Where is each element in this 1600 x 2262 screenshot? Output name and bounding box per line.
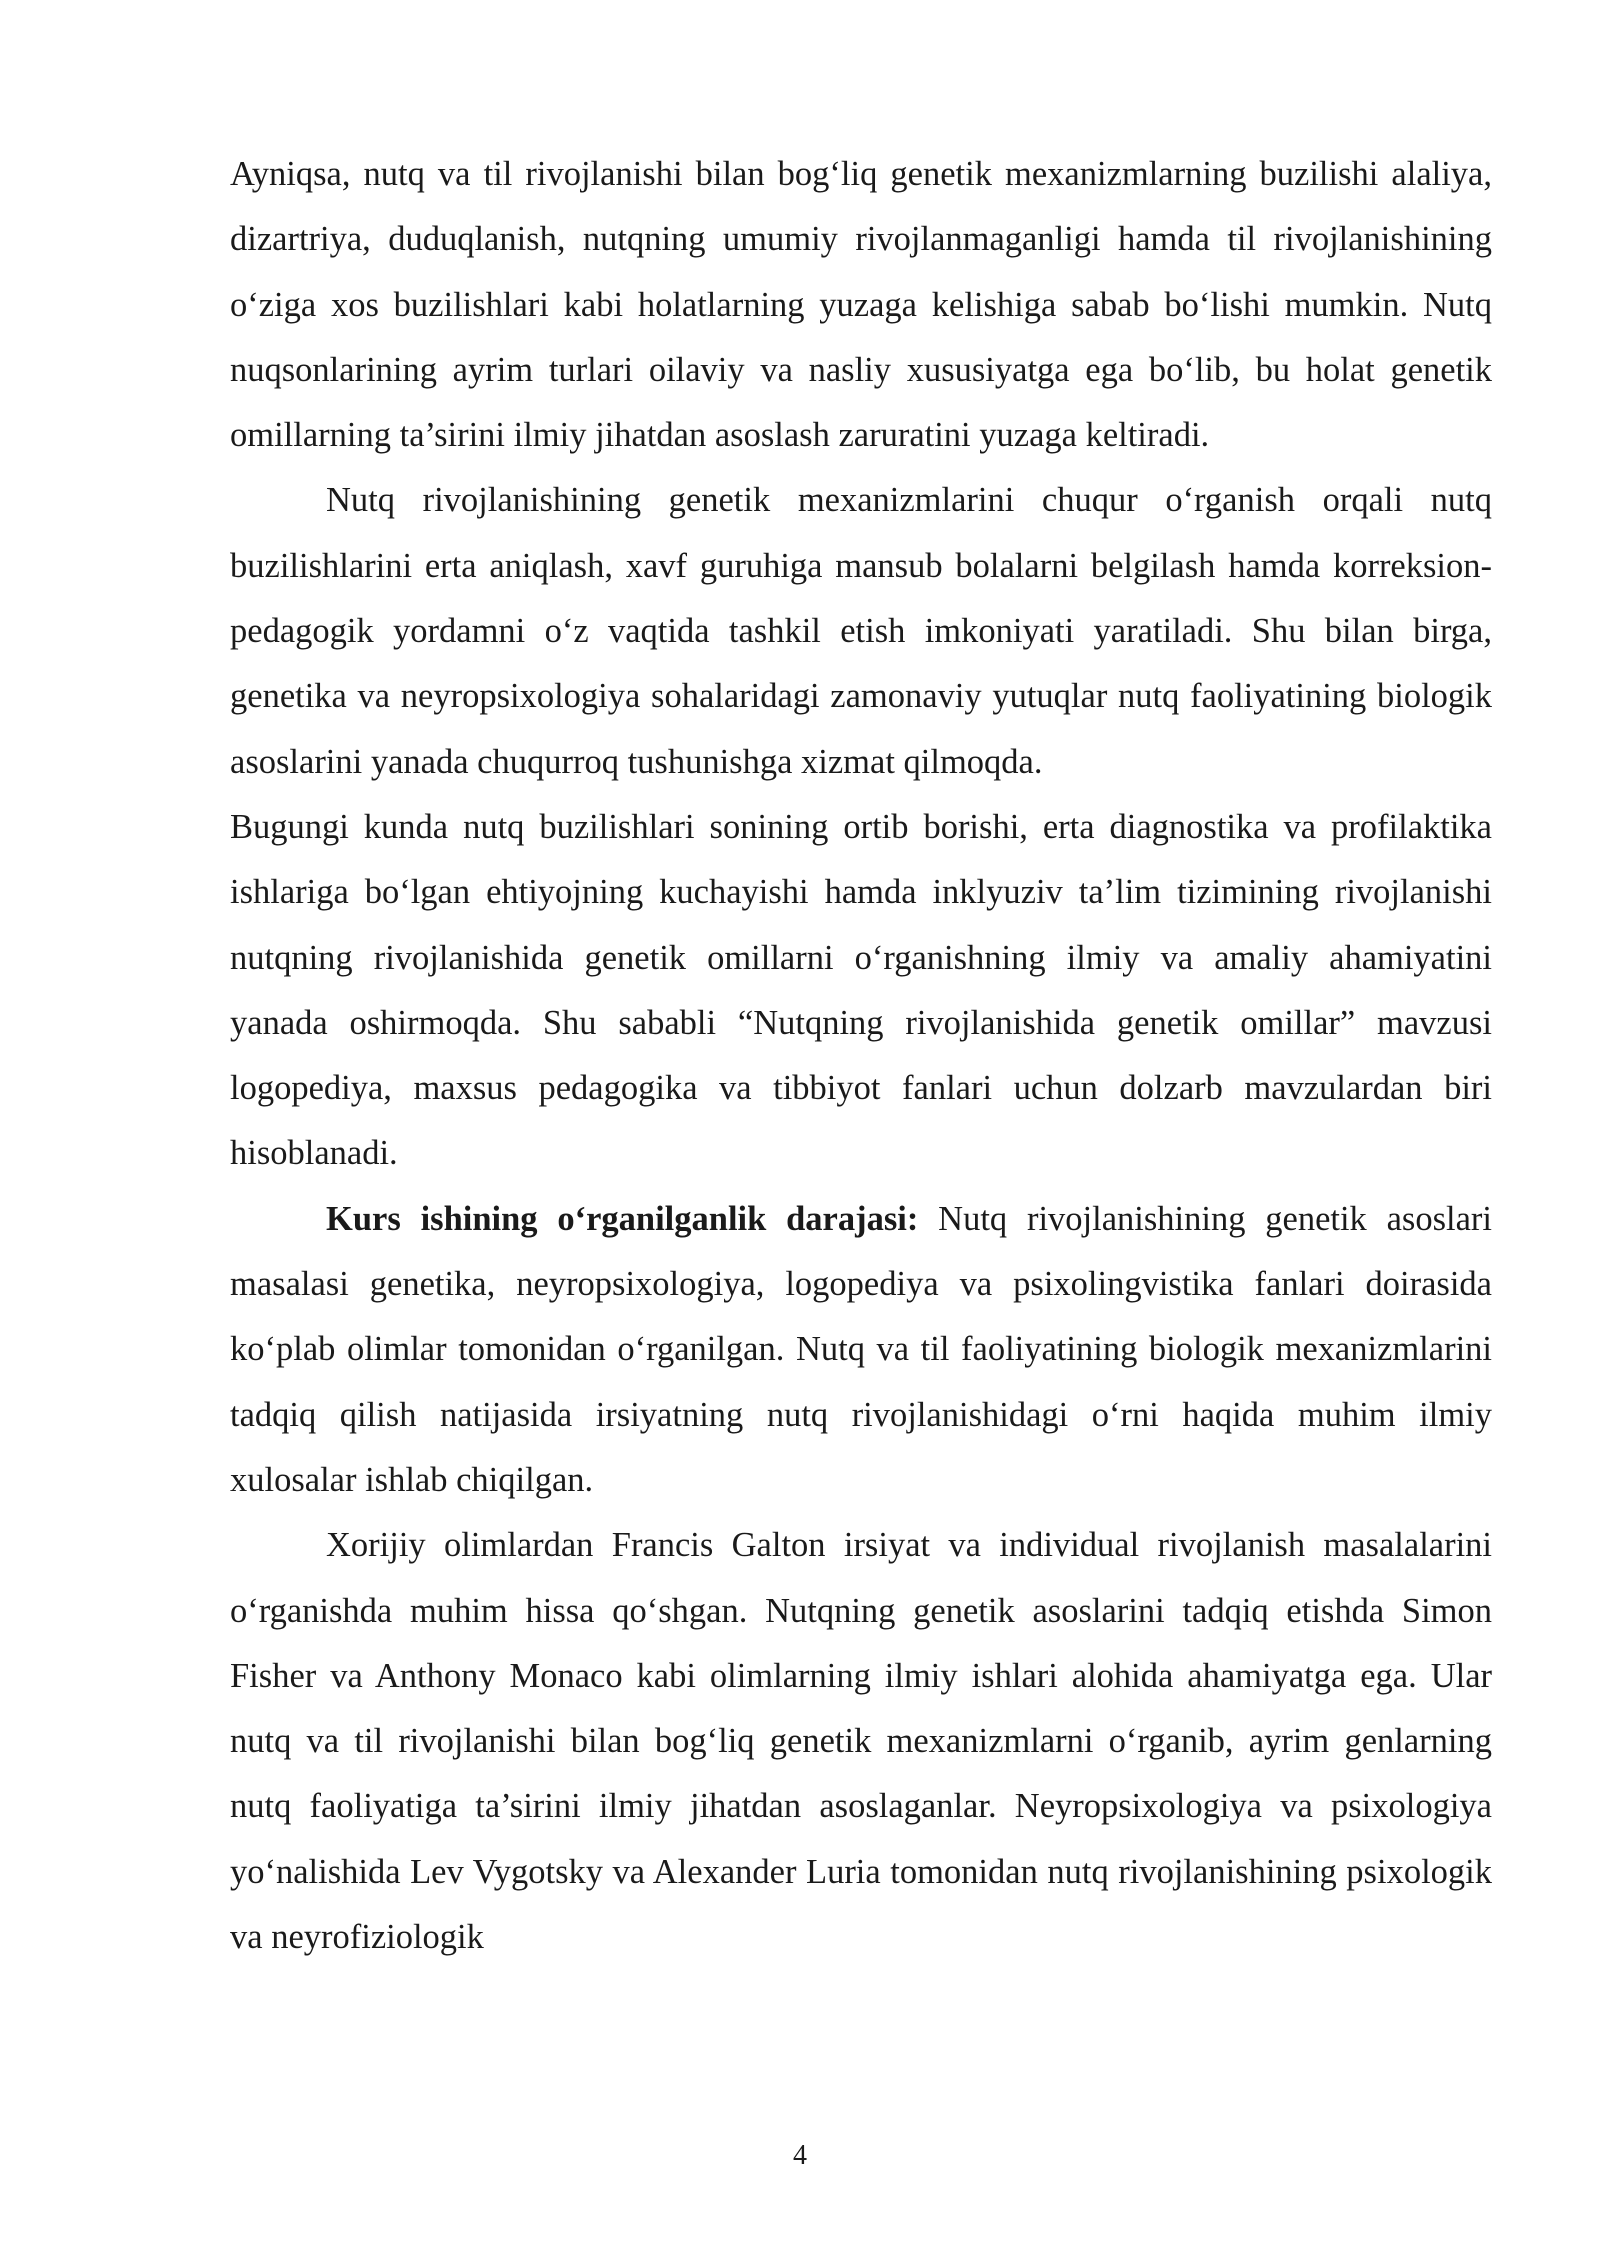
paragraph-5-text: Xorijiy olimlardan Francis Galton irsiyat va individual rivojlanish masalalarini o‘rganishda muhim hissa qo‘shgan. Nutqning genetik asoslarini tadqiq etishda Simon Fisher va Anthony Monaco kabi olimlarning ilmiy ishlari alohida ahamiyatga ega. Ular nutq va til rivojlanishi bilan bog‘liq genetik mexanizmlarni o‘rganib, ayrim genlarning nutq faoliyatiga ta’sirini ilmiy jihatdan asoslaganlar. Neyropsixologiya va psixologiya yo‘nalishida Lev Vygotsky va Alexander Luria tomonidan nutq rivojlanishining psixologik va neyrofiziologik — [230, 1526, 1492, 1957]
page-number: 4 — [793, 2140, 807, 2171]
paragraph-2 — [230, 468, 1492, 794]
paragraph-2-text: Nutq rivojlanishining genetik mexanizmlarini chuqur o‘rganish orqali nutq buzilishlarini erta aniqlash, xavf guruhiga mansub bolalarni belgilash hamda korreksion-pedagogik yordamni o‘z vaqtida tashkil etish imkoniyati yaratiladi. Shu bilan birga, genetika va neyropsixologiya sohalaridagi zamonaviy yutuqlar nutq faoliyatining biologik asoslarini yanada chuqurroq tushunishga xizmat qilmoqda. — [230, 481, 1492, 781]
paragraph-4 — [230, 1187, 1492, 1513]
paragraph-3 — [230, 795, 1492, 1187]
paragraph-5 — [230, 1513, 1492, 1970]
document-body — [230, 142, 1492, 1970]
section-heading-inline: Kurs ishining o‘rganilganlik darajasi: — [326, 1199, 919, 1238]
paragraph-3-text: Bugungi kunda nutq buzilishlari sonining ortib borishi, erta diagnostika va profilaktika ishlariga bo‘lgan ehtiyojning kuchayishi hamda inklyuziv ta’lim tizimining rivojlanishi nutqning rivojlanishida genetik omillarni o‘rganishning ilmiy va amaliy ahamiyatini yanada oshirmoqda. Shu sababli “Nutqning rivojlanishida genetik omillar” mavzusi logopediya, maxsus pedagogika va tibbiyot fanlari uchun dolzarb mavzulardan biri hisoblanadi. — [230, 807, 1492, 1173]
paragraph-4-text: Nutq rivojlanishining genetik asoslari masalasi genetika, neyropsixologiya, logopediya va psixolingvistika fanlari doirasida ko‘plab olimlar tomonidan o‘rganilgan. Nutq va til faoliyatining biologik mexanizmlarini tadqiq qilish natijasida irsiyatning nutq rivojlanishidagi o‘rni haqida muhim ilmiy xulosalar ishlab chiqilgan. — [230, 1199, 1492, 1499]
paragraph-1 — [230, 142, 1492, 468]
paragraph-1-text: Ayniqsa, nutq va til rivojlanishi bilan bog‘liq genetik mexanizmlarning buzilishi alaliya, dizartriya, duduqlanish, nutqning umumiy rivojlanmaganligi hamda til rivojlanishining o‘ziga xos buzilishlari kabi holatlarning yuzaga kelishiga sabab bo‘lishi mumkin. Nutq nuqsonlarining ayrim turlari oilaviy va nasliy xususiyatga ega bo‘lib, bu holat genetik omillarning ta’sirini ilmiy jihatdan asoslash zaruratini yuzaga keltiradi. — [230, 155, 1492, 455]
